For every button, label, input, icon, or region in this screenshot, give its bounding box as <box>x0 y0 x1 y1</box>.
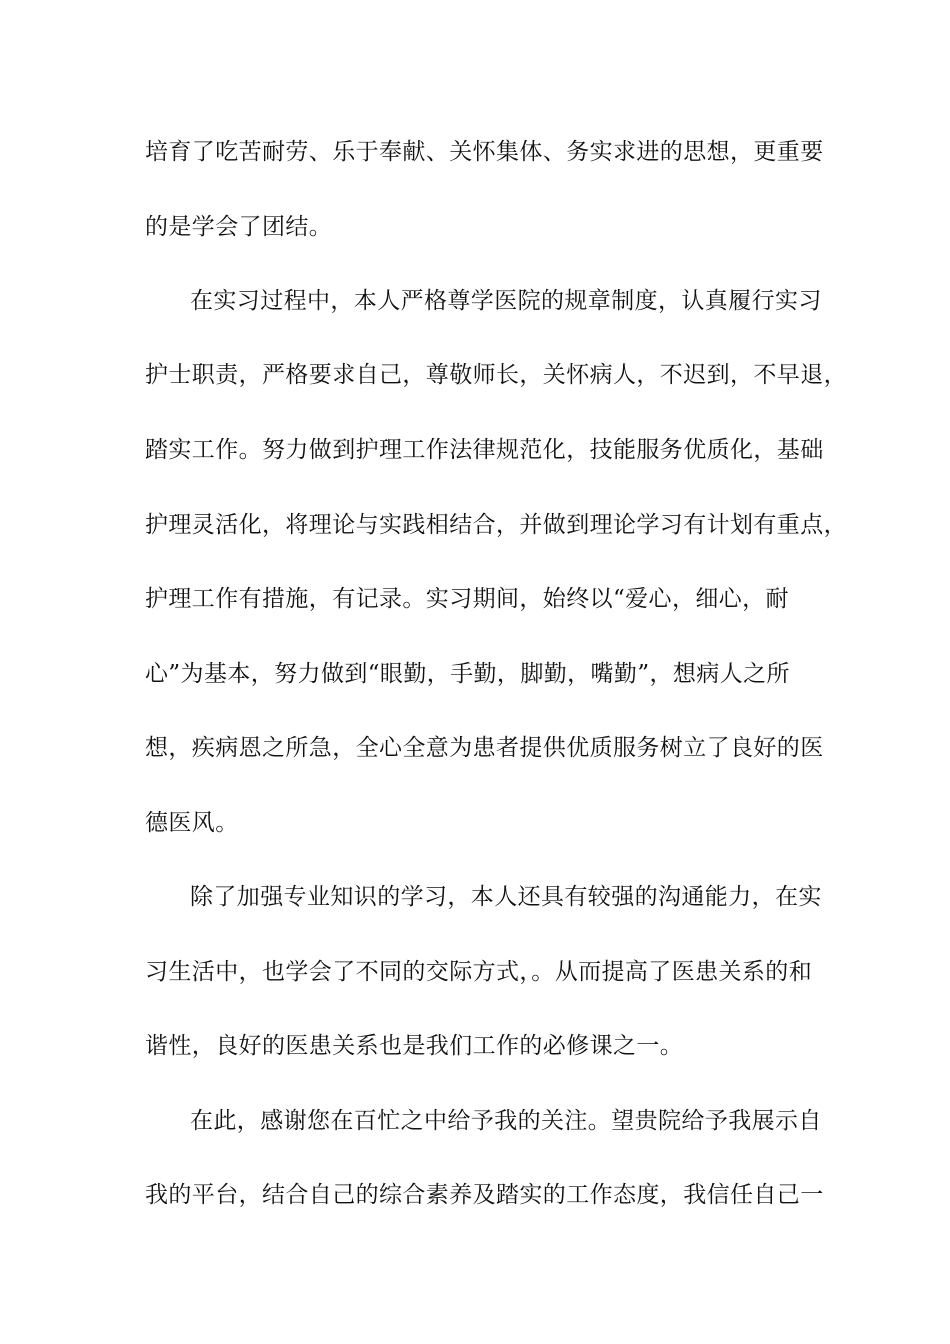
text-line: 护理工作有措施，有记录。实习期间，始终以“爱心，细心，耐 <box>145 586 789 612</box>
text-line: 谐性，良好的医患关系也是我们工作的必修课之一。 <box>145 1033 684 1059</box>
text-line: 心”为基本，努力做到“眼勤，手勤，脚勤，嘴勤”，想病人之所 <box>145 661 790 687</box>
text-line: 习生活中，也学会了不同的交际方式，。从而提高了医患关系的和 <box>145 959 813 985</box>
text-line: 我的平台，结合自己的综合素养及踏实的工作态度，我信任自己一 <box>145 1182 824 1208</box>
text-line: 踏实工作。努力做到护理工作法律规范化，技能服务优质化，基础 <box>145 437 824 463</box>
paragraph-start-line: 在实习过程中，本人严格尊学医院的规章制度，认真履行实习 <box>190 288 822 314</box>
text-line: 护理灵活化，将理论与实践相结合，并做到理论学习有计划有重点， <box>145 512 847 538</box>
text-line: 的是学会了团结。 <box>145 214 333 240</box>
text-line: 护士职责，严格要求自己，尊敬师长，关怀病人，不迟到，不早退， <box>145 362 847 388</box>
text-line: 想，疾病恩之所急，全心全意为患者提供优质服务树立了良好的医 <box>145 735 824 761</box>
paragraph-start-line: 在此，感谢您在百忙之中给予我的关注。望贵院给予我展示自 <box>190 1108 822 1134</box>
text-line: 德医风。 <box>145 810 239 836</box>
text-line: 培育了吃苦耐劳、乐于奉献、关怀集体、务实求进的思想，更重要 <box>145 139 824 165</box>
paragraph-start-line: 除了加强专业知识的学习，本人还具有较强的沟通能力，在实 <box>190 884 822 910</box>
